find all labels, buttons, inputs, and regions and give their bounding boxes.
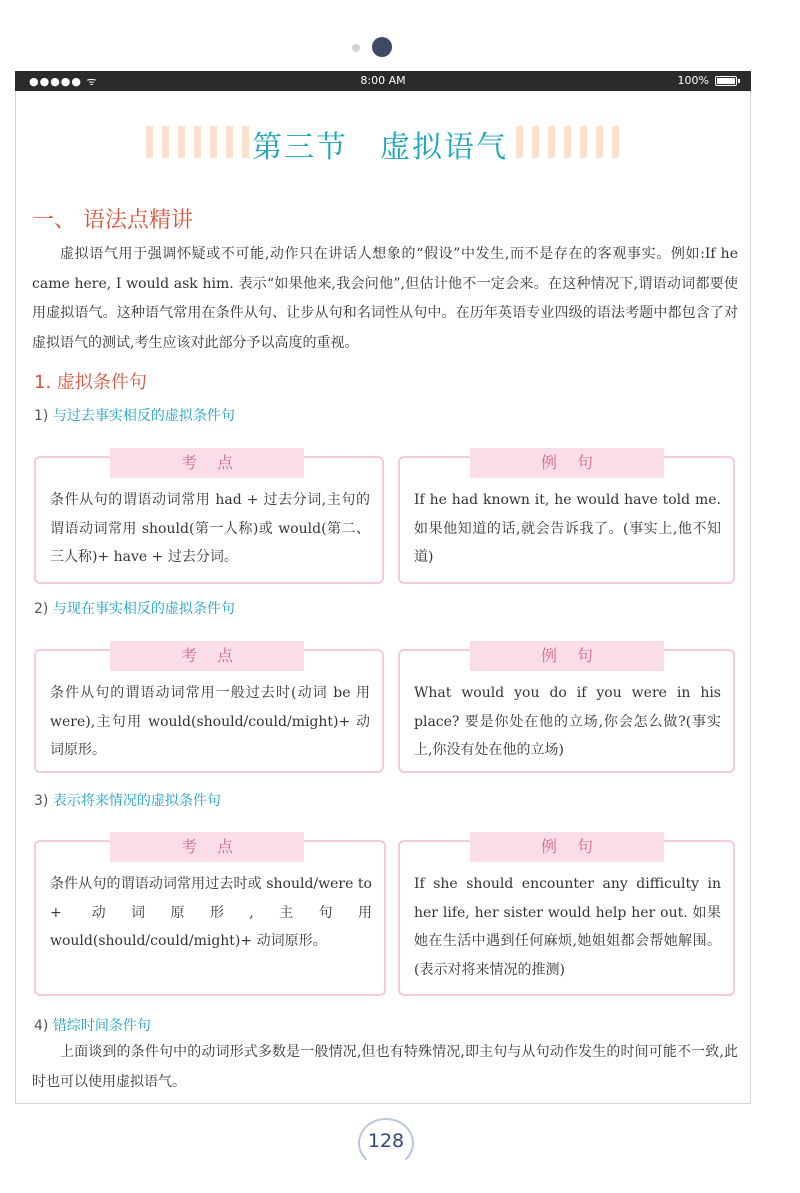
item-heading-text: 表示将来情况的虚拟条件句 — [52, 793, 221, 809]
battery-percent: 100% — [677, 74, 709, 87]
item-number: 2) — [34, 601, 49, 617]
item-heading-1 — [34, 405, 235, 425]
camera-dot-small — [352, 44, 360, 52]
point-text: 条件从句的谓语动词常用过去时或 should/were to + 动词原形,主句用 would(should/could/might)+ 动词原形。 — [50, 876, 372, 949]
item-number: 4) — [34, 1018, 49, 1034]
example-text: If she should encounter any difficulty in her life, her sister would help her out. 如果她在生活中遇到任何麻烦,她姐姐都会帮她解围。(表示对将来情况的推测) — [414, 876, 721, 978]
point-box-1 — [34, 453, 384, 584]
battery-indicator — [678, 74, 737, 87]
decor-stripes-right — [516, 126, 619, 158]
point-text: 条件从句的谓语动词常用一般过去时(动词 be 用 were),主句用 would(should/could/might)+ 动词原形。 — [50, 685, 370, 758]
status-bar — [15, 71, 751, 91]
item-heading-3 — [34, 790, 221, 810]
example-label: 例句 — [470, 448, 664, 478]
section-heading: 一、 语法点精讲 — [32, 208, 193, 233]
subsection-heading: 1. 虚拟条件句 — [34, 372, 147, 393]
page-number-badge — [358, 1118, 414, 1168]
point-label: 考点 — [110, 832, 304, 862]
point-text: 条件从句的谓语动词常用 had + 过去分词,主句的谓语动词常用 should(第一人称)或 would(第二、三人称)+ have + 过去分词。 — [50, 492, 370, 565]
item-heading-4 — [34, 1015, 151, 1035]
battery-icon — [715, 76, 737, 86]
item-heading-text: 错综时间条件句 — [52, 1018, 151, 1034]
page-title: 第三节 虚拟语气 — [252, 130, 508, 165]
example-box-2 — [398, 646, 735, 773]
point-label: 考点 — [110, 448, 304, 478]
decor-stripes-left — [146, 126, 249, 158]
example-box-1 — [398, 453, 735, 584]
camera-dot — [372, 37, 392, 57]
example-text: What would you do if you were in his place? 要是你处在他的立场,你会怎么做?(事实上,你没有处在他的立场) — [414, 685, 721, 758]
status-time: 8:00 AM — [360, 74, 406, 87]
point-box-3 — [34, 837, 386, 996]
signal-icon: ●●●●● — [29, 75, 87, 88]
wifi-icon: ᯤ — [86, 75, 98, 88]
example-label: 例句 — [470, 832, 664, 862]
item-number: 3) — [34, 793, 49, 809]
point-label: 考点 — [110, 641, 304, 671]
intro-paragraph: 虚拟语气用于强调怀疑或不可能,动作只在讲话人想象的“假设”中发生,而不是存在的客观事实。例如:If he came here, I would ask him. 表示“如果他来,我会问他”,但估计他不一定会来。在这种情况下,谓语动词都要使用虚拟语气。这种语气常用在条件从句、让步从句和名词性从句中。在历年英语专业四级的语法考题中都包含了对虚拟语气的测试,考生应该对此部分予以高度的重视。 — [32, 246, 738, 351]
item-heading-text: 与过去事实相反的虚拟条件句 — [52, 408, 235, 424]
example-text: If he had known it, he would have told me. 如果他知道的话,就会告诉我了。(事实上,他不知道) — [414, 492, 721, 565]
item-heading-2 — [34, 598, 235, 618]
example-label: 例句 — [470, 641, 664, 671]
page-title-banner — [140, 118, 620, 168]
item-number: 1) — [34, 408, 49, 424]
example-box-3 — [398, 837, 735, 996]
item-4-paragraph: 上面谈到的条件句中的动词形式多数是一般情况,但也有特殊情况,即主句与从句动作发生的时间可能不一致,此时也可以使用虚拟语气。 — [32, 1044, 738, 1090]
point-box-2 — [34, 646, 384, 773]
page-number: 128 — [367, 1130, 405, 1152]
item-heading-text: 与现在事实相反的虚拟条件句 — [52, 601, 235, 617]
